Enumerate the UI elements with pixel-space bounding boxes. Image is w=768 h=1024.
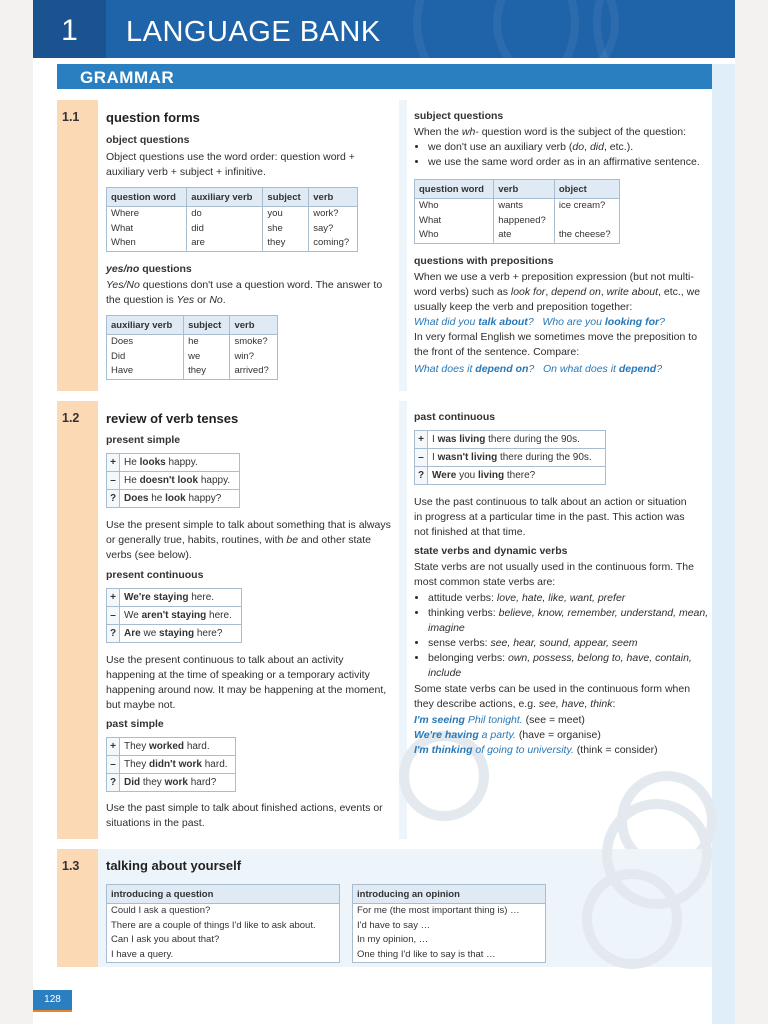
example-gloss: (have = organise) xyxy=(518,729,601,741)
subheading-subject-questions: subject questions xyxy=(414,110,504,122)
text-strong: was living xyxy=(437,434,486,445)
text-em: do xyxy=(572,141,585,153)
grammar-banner-label: GRAMMAR xyxy=(80,68,175,87)
text-strong: talk about xyxy=(478,316,528,328)
right-column xyxy=(407,100,712,391)
sign-cell: ? xyxy=(107,774,120,792)
left-column xyxy=(98,401,399,839)
example-sentence xyxy=(414,729,516,741)
text-strong: We're staying xyxy=(124,592,189,603)
table-cell: Have xyxy=(107,364,184,379)
introducing-opinion-box xyxy=(352,884,546,963)
text-strong: doesn't look xyxy=(139,475,199,486)
text-em: see, hear, sound, appear, seem xyxy=(490,637,638,649)
text-em: write about xyxy=(606,286,659,298)
table-cell: work? xyxy=(309,207,358,222)
example-sentence xyxy=(414,744,574,756)
present-simple-text xyxy=(106,518,391,563)
table-cell: arrived? xyxy=(230,364,278,379)
text-part: he xyxy=(151,493,163,504)
bullet-item xyxy=(428,591,713,606)
subheading-present-continuous: present continuous xyxy=(106,569,204,581)
section-number: 1.3 xyxy=(62,859,80,873)
text-part: you xyxy=(459,470,476,481)
text-part: , xyxy=(600,286,604,298)
text-em: wh- xyxy=(461,126,479,138)
text-part: . xyxy=(222,294,226,306)
subheading-object-questions: object questions xyxy=(106,134,190,146)
example-cell xyxy=(120,472,240,490)
text-part: What does it xyxy=(414,363,473,375)
text-strong: work xyxy=(164,777,188,788)
section-number: 1.2 xyxy=(62,411,80,425)
example-cell xyxy=(120,589,242,607)
sign-cell: + xyxy=(415,431,428,449)
text-em: own, possess, belong to, have, contain, include xyxy=(428,652,692,679)
text-part: hard. xyxy=(204,759,228,770)
present-continuous-text: Use the present continuous to talk about an activity happening at the time of speaking or a temporary activity happening around now. It may be happening at the moment, but maybe not. xyxy=(106,654,387,711)
text-part: there? xyxy=(506,470,536,481)
table-cell: say? xyxy=(309,222,358,237)
table-header: question word xyxy=(107,188,187,207)
text-strong: aren't staying xyxy=(141,610,207,621)
text-strong: look xyxy=(165,493,186,504)
text-strong: I'm thinking xyxy=(414,744,473,756)
table-cell: When xyxy=(107,236,187,251)
subheading-yes-no-questions xyxy=(106,263,192,275)
example-sentence xyxy=(414,316,534,328)
section-title: talking about yourself xyxy=(106,858,242,873)
table-cell: Does xyxy=(107,335,184,350)
page-number: 128 xyxy=(33,990,72,1010)
table-header: verb xyxy=(309,188,358,207)
text-part: hard. xyxy=(186,741,210,752)
decorative-circle xyxy=(582,869,682,969)
table-cell: they xyxy=(184,364,230,379)
text-part: here. xyxy=(191,592,215,603)
phrase-line: Can I ask you about that? xyxy=(107,933,340,948)
formal-english-text: In very formal English we sometimes move the preposition to the front of the sentence. Compare: xyxy=(414,331,698,358)
table-cell: happened? xyxy=(494,214,555,229)
text-strong: worked xyxy=(149,741,185,752)
text-part: What did you xyxy=(414,316,476,328)
sign-cell: ? xyxy=(107,625,120,643)
text-part: I xyxy=(432,434,435,445)
text-strong: looking for xyxy=(604,316,660,328)
table-cell xyxy=(554,214,619,229)
table-cell: she xyxy=(263,222,309,237)
bullet-item: • we use the same word order as in an affirmative sentence. xyxy=(428,155,713,170)
table-header: object xyxy=(554,180,619,199)
sign-cell: + xyxy=(107,589,120,607)
text-em: depend on xyxy=(551,286,601,298)
example-sentence xyxy=(542,316,665,328)
text-em: Yes xyxy=(176,294,195,306)
subheading-past-continuous: past continuous xyxy=(414,411,496,423)
page xyxy=(33,0,735,1024)
box-header: introducing a question xyxy=(107,885,340,904)
example-cell xyxy=(120,454,240,472)
section-number: 1.1 xyxy=(62,110,80,124)
subheading-past-simple: past simple xyxy=(106,718,164,730)
text-part: happy. xyxy=(200,475,231,486)
past-continuous-table xyxy=(414,430,606,485)
table-cell: he xyxy=(184,335,230,350)
table-cell: coming? xyxy=(309,236,358,251)
table-header: auxiliary verb xyxy=(107,316,184,335)
phrase-line: I'd have to say … xyxy=(353,919,546,934)
introducing-question-box xyxy=(106,884,340,963)
table-header: verb xyxy=(230,316,278,335)
example-gloss: (see = meet) xyxy=(525,714,585,726)
text-strong: depend xyxy=(618,363,657,375)
text-part: or xyxy=(197,294,207,306)
table-header: question word xyxy=(415,180,494,199)
text-part: I xyxy=(432,452,435,463)
state-verb-example xyxy=(414,728,706,743)
text-part: , xyxy=(584,141,588,153)
text-part: question word is the subject of the question: xyxy=(481,126,687,138)
text-part: On what does it xyxy=(543,363,616,375)
table-cell: smoke? xyxy=(230,335,278,350)
section-title: review of verb tenses xyxy=(106,411,239,426)
text-em: did xyxy=(589,141,604,153)
text-strong: Were xyxy=(432,470,457,481)
text-strong: staying xyxy=(159,628,195,639)
table-cell: ice cream? xyxy=(554,199,619,214)
sign-cell: ? xyxy=(415,467,428,485)
bullet-item xyxy=(428,651,713,681)
left-column xyxy=(98,100,399,391)
example-cell xyxy=(428,431,606,449)
table-cell: What xyxy=(107,222,187,237)
sign-cell: ? xyxy=(107,490,120,508)
phrase-line: I have a query. xyxy=(107,948,340,963)
text-part: there during the 90s. xyxy=(488,434,580,445)
state-verbs-intro: State verbs are not usually used in the continuous form. The most common state verbs are: xyxy=(414,561,694,588)
sign-cell: + xyxy=(107,738,120,756)
text-part: here. xyxy=(209,610,232,621)
right-margin-panel xyxy=(712,64,735,1024)
table-cell: What xyxy=(415,214,494,229)
text-strong: Did xyxy=(124,777,141,788)
box-header: introducing an opinion xyxy=(353,885,546,904)
grammar-banner xyxy=(57,64,712,89)
table-cell: they xyxy=(263,236,309,251)
text-part: a party. xyxy=(481,729,516,741)
text-part: here? xyxy=(196,628,223,639)
text-part: They xyxy=(124,741,147,752)
prepositions-text xyxy=(414,270,706,315)
text-em: look for xyxy=(510,286,546,298)
subheading-em: yes/no xyxy=(106,263,140,275)
bullet-item xyxy=(428,606,713,636)
phrase-line: For me (the most important thing is) … xyxy=(353,904,546,919)
table-header: subject xyxy=(184,316,230,335)
text-em: love, hate, like, want, prefer xyxy=(496,592,626,604)
table-cell: Where xyxy=(107,207,187,222)
example-cell xyxy=(120,774,236,792)
table-header: subject xyxy=(263,188,309,207)
text-part: ? xyxy=(528,363,535,375)
table-cell: we xyxy=(184,350,230,365)
example-cell xyxy=(120,738,236,756)
text-strong: wasn't living xyxy=(437,452,498,463)
text-part: of going to university. xyxy=(475,744,574,756)
text-part: , etc.). xyxy=(603,141,634,153)
prepositions-examples xyxy=(414,315,706,330)
text-part: they xyxy=(142,777,162,788)
example-cell xyxy=(120,490,240,508)
text-part: ? xyxy=(656,363,663,375)
sign-cell: – xyxy=(415,449,428,467)
text-part: , xyxy=(545,286,549,298)
table-cell: do xyxy=(187,207,263,222)
section-1-2 xyxy=(57,401,712,839)
table-cell: the cheese? xyxy=(554,228,619,243)
text-part: we don't use an auxiliary verb ( xyxy=(428,141,573,153)
past-simple-text: Use the past simple to talk about finished actions, events or situations in the past. xyxy=(106,802,383,829)
header-bar xyxy=(33,0,735,58)
text-part: sense verbs: xyxy=(428,637,488,649)
unit-number-box xyxy=(33,0,106,58)
section-tab xyxy=(57,849,98,967)
phrase-line: One thing I'd like to say is that … xyxy=(353,948,546,963)
text-part: When we use a verb + preposition expression (but not multi-word verbs) such as xyxy=(414,271,694,298)
phrase-line: Could I ask a question? xyxy=(107,904,340,919)
text-strong: depend on xyxy=(475,363,529,375)
text-em: believe, know, remember, understand, mean, imagine xyxy=(428,607,709,634)
example-sentence xyxy=(414,714,523,726)
unit-number: 1 xyxy=(61,14,78,47)
table-cell: Who xyxy=(415,228,494,243)
text-part: happy. xyxy=(168,457,198,468)
text-em: Yes/No xyxy=(106,279,140,291)
page-title: LANGUAGE BANK xyxy=(126,16,381,48)
text-part: hard? xyxy=(190,777,217,788)
past-simple-table xyxy=(106,737,236,792)
object-questions-table xyxy=(106,187,358,252)
example-cell xyxy=(120,625,242,643)
subject-questions-bullets xyxy=(414,140,713,170)
phrase-line: There are a couple of things I'd like to ask about. xyxy=(107,919,340,934)
sign-cell: – xyxy=(107,607,120,625)
section-tab xyxy=(57,100,98,391)
subheading-rest: questions xyxy=(142,263,192,275)
bullet-item xyxy=(428,636,713,651)
table-cell: are xyxy=(187,236,263,251)
text-part: attitude verbs: xyxy=(428,592,494,604)
text-em: No xyxy=(209,294,223,306)
state-verbs-after xyxy=(414,682,706,712)
example-gloss: (think = consider) xyxy=(576,744,658,756)
text-part: Who are you xyxy=(542,316,602,328)
text-part: We xyxy=(124,610,139,621)
table-cell: wants xyxy=(494,199,555,214)
table-cell: Who xyxy=(415,199,494,214)
text-part: : xyxy=(612,698,616,710)
text-part: When the xyxy=(414,126,459,138)
past-continuous-text: Use the past continuous to talk about an action or situation in progress at a particular time in the past. This action was not finished at that time. xyxy=(414,496,687,538)
text-part: He xyxy=(124,457,137,468)
text-em: be xyxy=(286,534,299,546)
state-verbs-bullets xyxy=(414,591,713,681)
sign-cell: – xyxy=(107,472,120,490)
text-part: Phil tonight. xyxy=(467,714,523,726)
sign-cell: + xyxy=(107,454,120,472)
sign-cell: – xyxy=(107,756,120,774)
text-part: Some state verbs can be used in the continuous form when they describe actions, e.g. xyxy=(414,683,691,710)
text-part: ? xyxy=(659,316,665,328)
table-cell: win? xyxy=(230,350,278,365)
text-part: , etc., we usually keep the verb and preposition together: xyxy=(414,286,701,313)
example-cell xyxy=(120,607,242,625)
section-title: question forms xyxy=(106,110,200,125)
state-verb-example xyxy=(414,713,706,728)
text-part: and other state verbs (see below). xyxy=(106,534,372,561)
table-header: auxiliary verb xyxy=(187,188,263,207)
text-part: ? xyxy=(527,316,534,328)
example-cell xyxy=(120,756,236,774)
yes-no-table xyxy=(106,315,278,380)
text-part: They xyxy=(124,759,147,770)
table-cell: you xyxy=(263,207,309,222)
text-part: there during the 90s. xyxy=(499,452,592,463)
text-strong: I'm seeing xyxy=(414,714,465,726)
page-number-underline xyxy=(33,1010,72,1012)
text-strong: We're having xyxy=(414,729,479,741)
example-sentence xyxy=(414,363,534,375)
subheading-questions-with-prepositions: questions with prepositions xyxy=(414,255,554,267)
text-part: He xyxy=(124,475,137,486)
subject-questions-table xyxy=(414,179,620,244)
table-cell: Did xyxy=(107,350,184,365)
example-sentence xyxy=(543,363,662,375)
subject-questions-intro xyxy=(414,125,709,140)
right-column xyxy=(407,401,712,839)
subheading-state-verbs: state verbs and dynamic verbs xyxy=(414,545,568,557)
yes-no-text xyxy=(106,278,391,308)
compare-examples xyxy=(414,362,706,377)
text-em: see, have, think xyxy=(538,698,613,710)
text-strong: Does xyxy=(124,493,149,504)
example-cell xyxy=(428,449,606,467)
text-part: Use the present simple to talk about something that is always or generally true, habits, routines, with xyxy=(106,519,391,546)
state-verb-example xyxy=(414,743,706,758)
phrase-line: In my opinion, … xyxy=(353,933,546,948)
text-part: we xyxy=(143,628,157,639)
present-continuous-table xyxy=(106,588,242,643)
example-cell xyxy=(428,467,606,485)
present-simple-table xyxy=(106,453,240,508)
section-1-1 xyxy=(57,100,712,391)
text-strong: looks xyxy=(139,457,166,468)
table-header: verb xyxy=(494,180,555,199)
object-questions-text: Object questions use the word order: question word + auxiliary verb + subject + infinitive. xyxy=(106,151,355,178)
text-part: happy? xyxy=(188,493,222,504)
text-strong: Are xyxy=(124,628,141,639)
section-1-3 xyxy=(57,849,712,967)
text-part: thinking verbs: xyxy=(428,607,496,619)
subheading-present-simple: present simple xyxy=(106,434,181,446)
text-strong: didn't work xyxy=(149,759,202,770)
table-cell: did xyxy=(187,222,263,237)
bullet-item xyxy=(428,140,713,155)
table-cell: ate xyxy=(494,228,555,243)
text-part: belonging verbs: xyxy=(428,652,506,664)
section-tab xyxy=(57,401,98,839)
text-part: questions don't use a question word. The answer to the question is xyxy=(106,279,383,306)
text-strong: living xyxy=(477,470,505,481)
